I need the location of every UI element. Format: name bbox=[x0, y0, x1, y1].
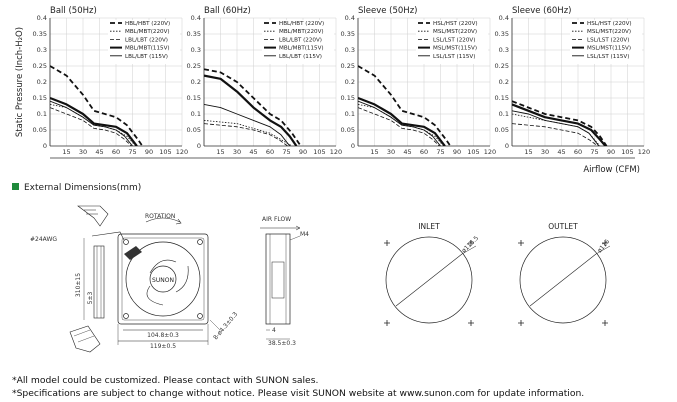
series-group bbox=[512, 101, 607, 146]
series-line bbox=[358, 108, 439, 146]
note-customize: *All model could be customized. Please contact with SUNON sales. bbox=[12, 375, 319, 386]
legend-entry: HBL/HBT (220V) bbox=[125, 21, 171, 27]
series-line bbox=[204, 124, 288, 146]
y-tick-label: 0.15 bbox=[340, 94, 355, 103]
x-tick-label: 90 bbox=[606, 148, 616, 156]
screw-label: M4 bbox=[300, 231, 309, 238]
y-tick-label: 0.35 bbox=[32, 30, 47, 39]
legend-entry: LSL/LST (220V) bbox=[433, 37, 476, 44]
x-tick-label: 75 bbox=[282, 148, 291, 156]
y-tick-label: 0.2 bbox=[498, 78, 509, 87]
x-tick-label: 60 bbox=[419, 148, 429, 156]
y-tick-label: 0.05 bbox=[186, 126, 201, 135]
legend-entry: MSL/MST(220V) bbox=[587, 29, 632, 36]
legend-entry: HBL/HBT (220V) bbox=[279, 21, 325, 27]
inlet-diameter-label: ø115.5 bbox=[460, 234, 481, 255]
x-tick-label: 60 bbox=[573, 148, 583, 156]
y-tick-label: 0.05 bbox=[32, 126, 47, 135]
legend-entry: HSL/HST (220V) bbox=[433, 21, 478, 27]
x-tick-label: 120 bbox=[483, 148, 497, 156]
y-tick-label: 0 bbox=[504, 142, 509, 151]
y-tick-label: 0.1 bbox=[498, 110, 509, 119]
label-plate bbox=[124, 246, 142, 260]
x-tick-label: 30 bbox=[540, 148, 550, 156]
legend-entry: MBL/MBT(220V) bbox=[125, 29, 170, 36]
y-tick-label: 0 bbox=[196, 142, 201, 151]
chart-title: Ball (60Hz) bbox=[204, 6, 251, 16]
x-tick-label: 15 bbox=[370, 148, 379, 156]
chart-panel bbox=[495, 6, 651, 156]
y-tick-label: 0.4 bbox=[190, 14, 201, 23]
x-tick-label: 105 bbox=[467, 148, 480, 156]
y-tick-label: 0.2 bbox=[36, 78, 47, 87]
y-tick-label: 0.15 bbox=[494, 94, 509, 103]
x-tick-label: 30 bbox=[232, 148, 242, 156]
y-tick-label: 0.25 bbox=[340, 62, 355, 71]
legend-entry: LBL/LBT (115V) bbox=[279, 53, 322, 60]
inlet-label: INLET bbox=[418, 222, 440, 231]
x-tick-label: 105 bbox=[621, 148, 634, 156]
legend-entry: MBL/MBT(115V) bbox=[279, 45, 324, 52]
series-line bbox=[50, 104, 136, 146]
y-tick-label: 0.35 bbox=[340, 30, 355, 39]
x-tick-label: 120 bbox=[329, 148, 343, 156]
legend-entry: LBL/LBT (115V) bbox=[125, 53, 168, 60]
y-tick-label: 0.2 bbox=[344, 78, 355, 87]
chart-panel bbox=[187, 6, 343, 156]
legend-entry: LSL/LST (220V) bbox=[587, 37, 630, 44]
x-tick-label: 60 bbox=[265, 148, 275, 156]
x-tick-label: 15 bbox=[524, 148, 533, 156]
y-tick-label: 0.35 bbox=[186, 30, 201, 39]
outlet-diameter-label: ø116 bbox=[596, 238, 612, 255]
x-tick-label: 30 bbox=[386, 148, 396, 156]
series-group bbox=[358, 66, 450, 146]
y-tick-label: 0.15 bbox=[32, 94, 47, 103]
y-tick-label: 0 bbox=[42, 142, 47, 151]
chart-title: Sleeve (60Hz) bbox=[512, 6, 572, 16]
y-tick-label: 0.05 bbox=[494, 126, 509, 135]
x-tick-label: 75 bbox=[436, 148, 445, 156]
y-tick-label: 0.3 bbox=[190, 46, 201, 55]
chart-panel bbox=[33, 6, 189, 156]
chart-title: Sleeve (50Hz) bbox=[358, 6, 418, 16]
brand-logo: SUNON bbox=[152, 277, 174, 284]
legend-entry: LBL/LBT (220V) bbox=[125, 37, 168, 44]
x-tick-label: 15 bbox=[216, 148, 225, 156]
strip-length-label: 5±3 bbox=[87, 291, 94, 305]
legend-entry: MBL/MBT(220V) bbox=[279, 29, 324, 36]
y-tick-label: 0.25 bbox=[494, 62, 509, 71]
y-tick-label: 0.3 bbox=[36, 46, 47, 55]
chart-panel bbox=[341, 6, 497, 156]
x-tick-label: 75 bbox=[590, 148, 599, 156]
x-tick-label: 120 bbox=[175, 148, 189, 156]
x-tick-label: 105 bbox=[313, 148, 326, 156]
x-tick-label: 90 bbox=[298, 148, 308, 156]
legend-entry: MSL/MST(115V) bbox=[433, 45, 478, 52]
series-line bbox=[50, 108, 131, 146]
note-specifications: *Specifications are subject to change without notice. Please visit SUNON website at www.sunon.com for update information. bbox=[12, 388, 585, 399]
y-tick-label: 0.05 bbox=[340, 126, 355, 135]
hole-diameter-label: 8-ø4.3±0.3 bbox=[212, 310, 240, 342]
legend-entry: HSL/HST (220V) bbox=[587, 21, 632, 27]
x-tick-label: 45 bbox=[403, 148, 412, 156]
y-tick-label: 0 bbox=[350, 142, 355, 151]
y-tick-label: 0.25 bbox=[186, 62, 201, 71]
legend-entry: LSL/LST (115V) bbox=[587, 53, 630, 60]
x-tick-label: 90 bbox=[144, 148, 154, 156]
series-group bbox=[50, 66, 142, 146]
x-tick-label: 30 bbox=[78, 148, 88, 156]
y-tick-label: 0.2 bbox=[190, 78, 201, 87]
legend-entry: MBL/MBT(115V) bbox=[125, 45, 170, 52]
x-tick-label: 90 bbox=[452, 148, 462, 156]
wire-gauge-label: #24AWG bbox=[30, 236, 58, 243]
y-tick-label: 0.15 bbox=[186, 94, 201, 103]
x-tick-label: 105 bbox=[159, 148, 172, 156]
y-tick-label: 0.4 bbox=[498, 14, 509, 23]
x-axis-label: Airflow (CFM) bbox=[583, 165, 640, 175]
y-tick-label: 0.4 bbox=[344, 14, 355, 23]
charts-group bbox=[33, 6, 651, 156]
y-tick-label: 0.4 bbox=[36, 14, 47, 23]
depth-small-label: 4 bbox=[272, 327, 276, 334]
legend-entry: MSL/MST(220V) bbox=[433, 29, 478, 36]
x-tick-label: 45 bbox=[249, 148, 258, 156]
frame-size-label: 119±0.5 bbox=[149, 343, 177, 350]
y-tick-label: 0.3 bbox=[498, 46, 509, 55]
airflow-label: AIR FLOW bbox=[262, 216, 292, 223]
fan-front-view bbox=[70, 206, 220, 352]
x-tick-label: 60 bbox=[111, 148, 121, 156]
series-line bbox=[204, 76, 296, 146]
legend-entry: LSL/LST (115V) bbox=[433, 53, 476, 60]
y-tick-label: 0.1 bbox=[344, 110, 355, 119]
y-axis-label: Static Pressure (Inch-H₂O) bbox=[15, 26, 25, 138]
y-tick-label: 0.25 bbox=[32, 62, 47, 71]
y-tick-label: 0.1 bbox=[36, 110, 47, 119]
depth-label: 38.5±0.3 bbox=[268, 340, 296, 347]
y-tick-label: 0.35 bbox=[494, 30, 509, 39]
x-tick-label: 15 bbox=[62, 148, 71, 156]
x-tick-label: 75 bbox=[128, 148, 137, 156]
x-tick-label: 120 bbox=[637, 148, 651, 156]
legend-entry: LBL/LBT (220V) bbox=[279, 37, 322, 44]
y-tick-label: 0.3 bbox=[344, 46, 355, 55]
legend-entry: MSL/MST(115V) bbox=[587, 45, 632, 52]
series-line bbox=[358, 104, 444, 146]
lead-length-label: 310±15 bbox=[75, 272, 82, 298]
rotation-label: ROTATION bbox=[145, 213, 176, 220]
fan-side-view bbox=[260, 226, 300, 339]
y-tick-label: 0.1 bbox=[190, 110, 201, 119]
section-marker-icon bbox=[12, 183, 19, 190]
outlet-label: OUTLET bbox=[548, 222, 578, 231]
x-tick-label: 45 bbox=[557, 148, 566, 156]
hole-pitch-label: 104.8±0.3 bbox=[147, 332, 179, 339]
chart-title: Ball (50Hz) bbox=[50, 6, 97, 16]
x-tick-label: 45 bbox=[95, 148, 104, 156]
dimensions-heading: External Dimensions(mm) bbox=[24, 183, 142, 193]
